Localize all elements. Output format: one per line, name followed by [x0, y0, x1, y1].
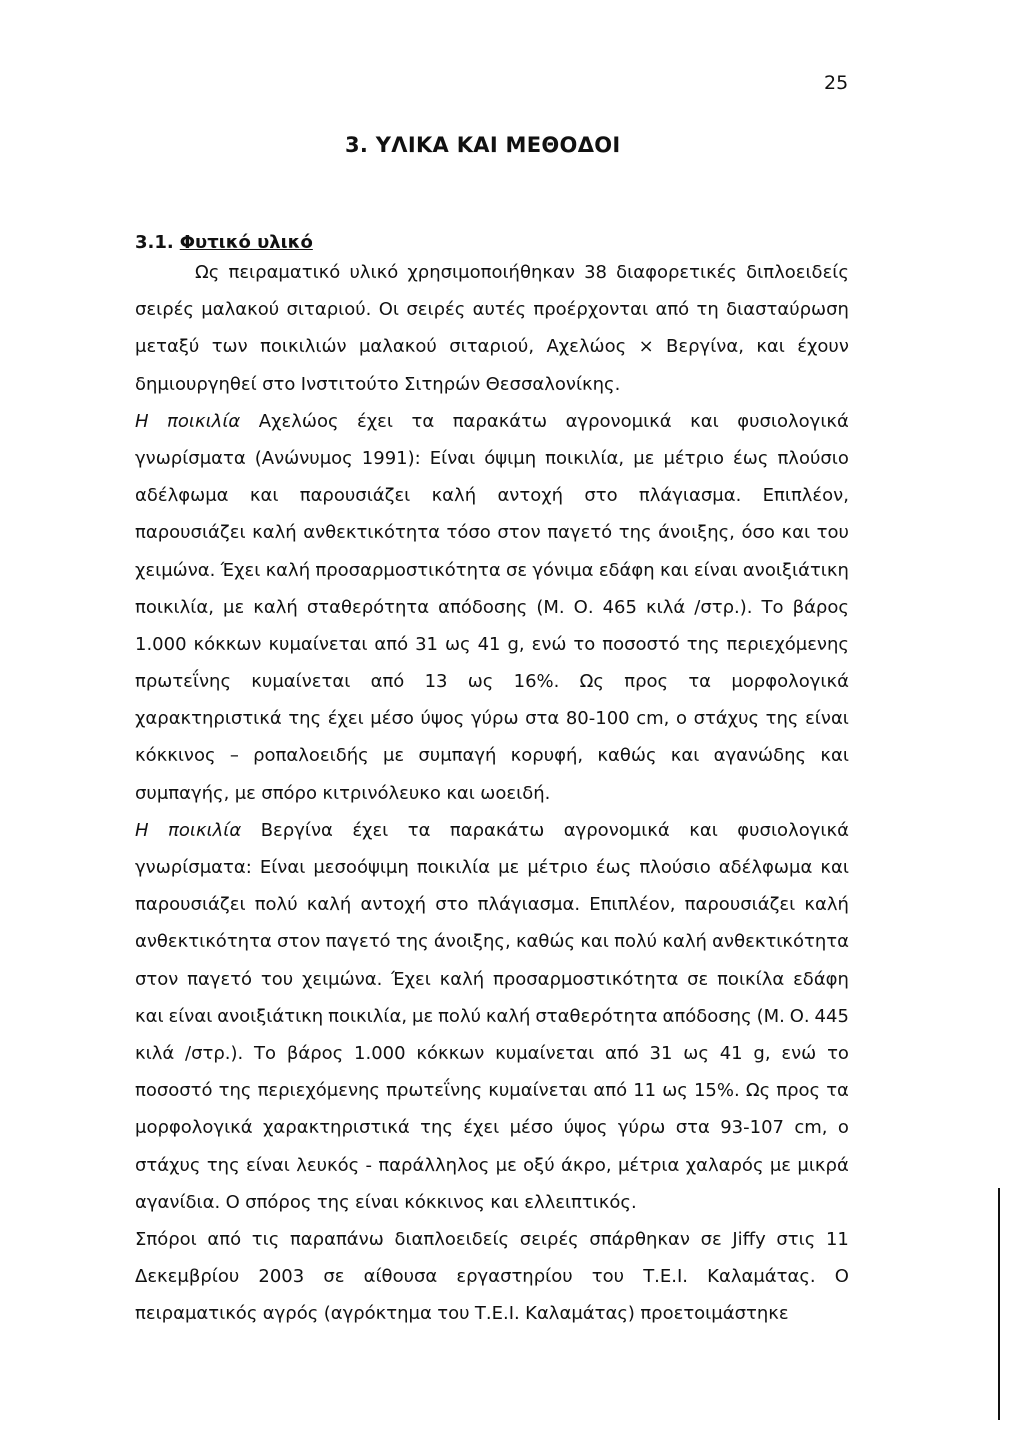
text-line: 1.000 κόκκων κυμαίνεται από 31 ως 41 g, ενώ το ποσοστό της περιεχόμενης — [135, 633, 849, 655]
text-line: ανθεκτικότητα στον παγετό της άνοιξης, καθώς και πολύ καλή ανθεκτικότητα — [135, 931, 849, 953]
text-line: πρωτεΐνης κυμαίνεται από 13 ως 16%. Ως προς τα μορφολογικά — [135, 671, 849, 693]
text-line: μεταξύ των ποικιλιών μαλακού σιταριού, Αχελώος × Βεργίνα, και έχουν — [135, 336, 849, 358]
page-number: 25 — [824, 72, 849, 94]
text-line: Δεκεμβρίου 2003 σε αίθουσα εργαστηρίου του Τ.Ε.Ι. Καλαμάτας. Ο — [135, 1266, 849, 1288]
section-number: 3.1. — [135, 232, 174, 253]
text-line: συμπαγής, με σπόρο κιτρινόλευκο και ωοειδή. — [135, 782, 551, 804]
text-line: στον παγετό του χειμώνα. Έχει καλή προσαρμοστικότητα σε ποικίλα εδάφη — [135, 968, 849, 990]
text-line: ποσοστό της περιεχόμενης πρωτεΐνης κυμαίνεται από 11 ως 15%. Ως προς τα — [135, 1080, 849, 1102]
text-line: σειρές μαλακού σιταριού. Οι σειρές αυτές προέρχονται από τη διασταύρωση — [135, 299, 849, 321]
margin-rule — [998, 1188, 1000, 1420]
text-line: Σπόροι από τις παραπάνω διαπλοειδείς σειρές σπάρθηκαν σε Jiffy στις 11 — [135, 1228, 849, 1250]
section-heading — [135, 232, 313, 253]
text-line: δημιουργηθεί στο Ινστιτούτο Σιτηρών Θεσσαλονίκης. — [135, 373, 621, 395]
text-line: χαρακτηριστικά της έχει μέσο ύψος γύρω στα 80-100 cm, ο στάχυς της είναι — [135, 708, 849, 730]
chapter-title: 3. ΥΛΙΚΑ ΚΑΙ ΜΕΘΟΔΟΙ — [345, 133, 621, 157]
text-line: αδέλφωμα και παρουσιάζει καλή αντοχή στο πλάγιασμα. Επιπλέον, — [135, 485, 849, 507]
text-line: γνωρίσματα: Είναι μεσοόψιμη ποικιλία με μέτριο έως πλούσιο αδέλφωμα και — [135, 857, 849, 878]
body-text — [135, 254, 849, 1332]
text-line: κόκκινος – ροπαλοειδής με συμπαγή κορυφή, καθώς και αγανώδης και — [135, 745, 849, 767]
text-line: μορφολογικά χαρακτηριστικά της έχει μέσο ύψος γύρω στα 93-107 cm, ο — [135, 1117, 849, 1139]
text-line: κιλά /στρ.). Το βάρος 1.000 κόκκων κυμαίνεται από 31 ως 41 g, ενώ το — [135, 1042, 849, 1064]
text-line: Η ποικιλία Αχελώος έχει τα παρακάτω αγρονομικά και φυσιολογικά — [135, 410, 849, 432]
text-line: πειραματικός αγρός (αγρόκτημα του Τ.Ε.Ι. Καλαμάτας) προετοιμάστηκε — [135, 1303, 789, 1325]
text-line: γνωρίσματα (Ανώνυμος 1991): Είναι όψιμη ποικιλία, με μέτριο έως πλούσιο — [135, 447, 849, 469]
text-line: στάχυς της είναι λευκός - παράλληλος με οξύ άκρο, μέτρια χαλαρός με μικρά — [135, 1154, 849, 1176]
text-line: Η ποικιλία Βεργίνα έχει τα παρακάτω αγρονομικά και φυσιολογικά — [135, 819, 849, 841]
text-line: Ως πειραματικό υλικό χρησιμοποιήθηκαν 38 διαφορετικές διπλοειδείς — [195, 262, 849, 283]
text-line: ποικιλία, με καλή σταθερότητα απόδοσης (Μ. Ο. 465 κιλά /στρ.). Το βάρος — [135, 596, 849, 618]
text-line: χειμώνα. Έχει καλή προσαρμοστικότητα σε γόνιμα εδάφη και είναι ανοιξιάτικη — [135, 559, 849, 581]
text-line: παρουσιάζει καλή ανθεκτικότητα τόσο στον παγετό της άνοιξης, όσο και του — [135, 522, 849, 544]
text-line: παρουσιάζει πολύ καλή αντοχή στο πλάγιασμα. Επιπλέον, παρουσιάζει καλή — [135, 894, 849, 916]
text-line: αγανίδια. Ο σπόρος της είναι κόκκινος και ελλειπτικός. — [135, 1191, 637, 1213]
text-line: και είναι ανοιξιάτικη ποικιλία, με πολύ καλή σταθερότητα απόδοσης (Μ. Ο. 445 — [135, 1005, 849, 1027]
section-title: Φυτικό υλικό — [179, 232, 313, 253]
